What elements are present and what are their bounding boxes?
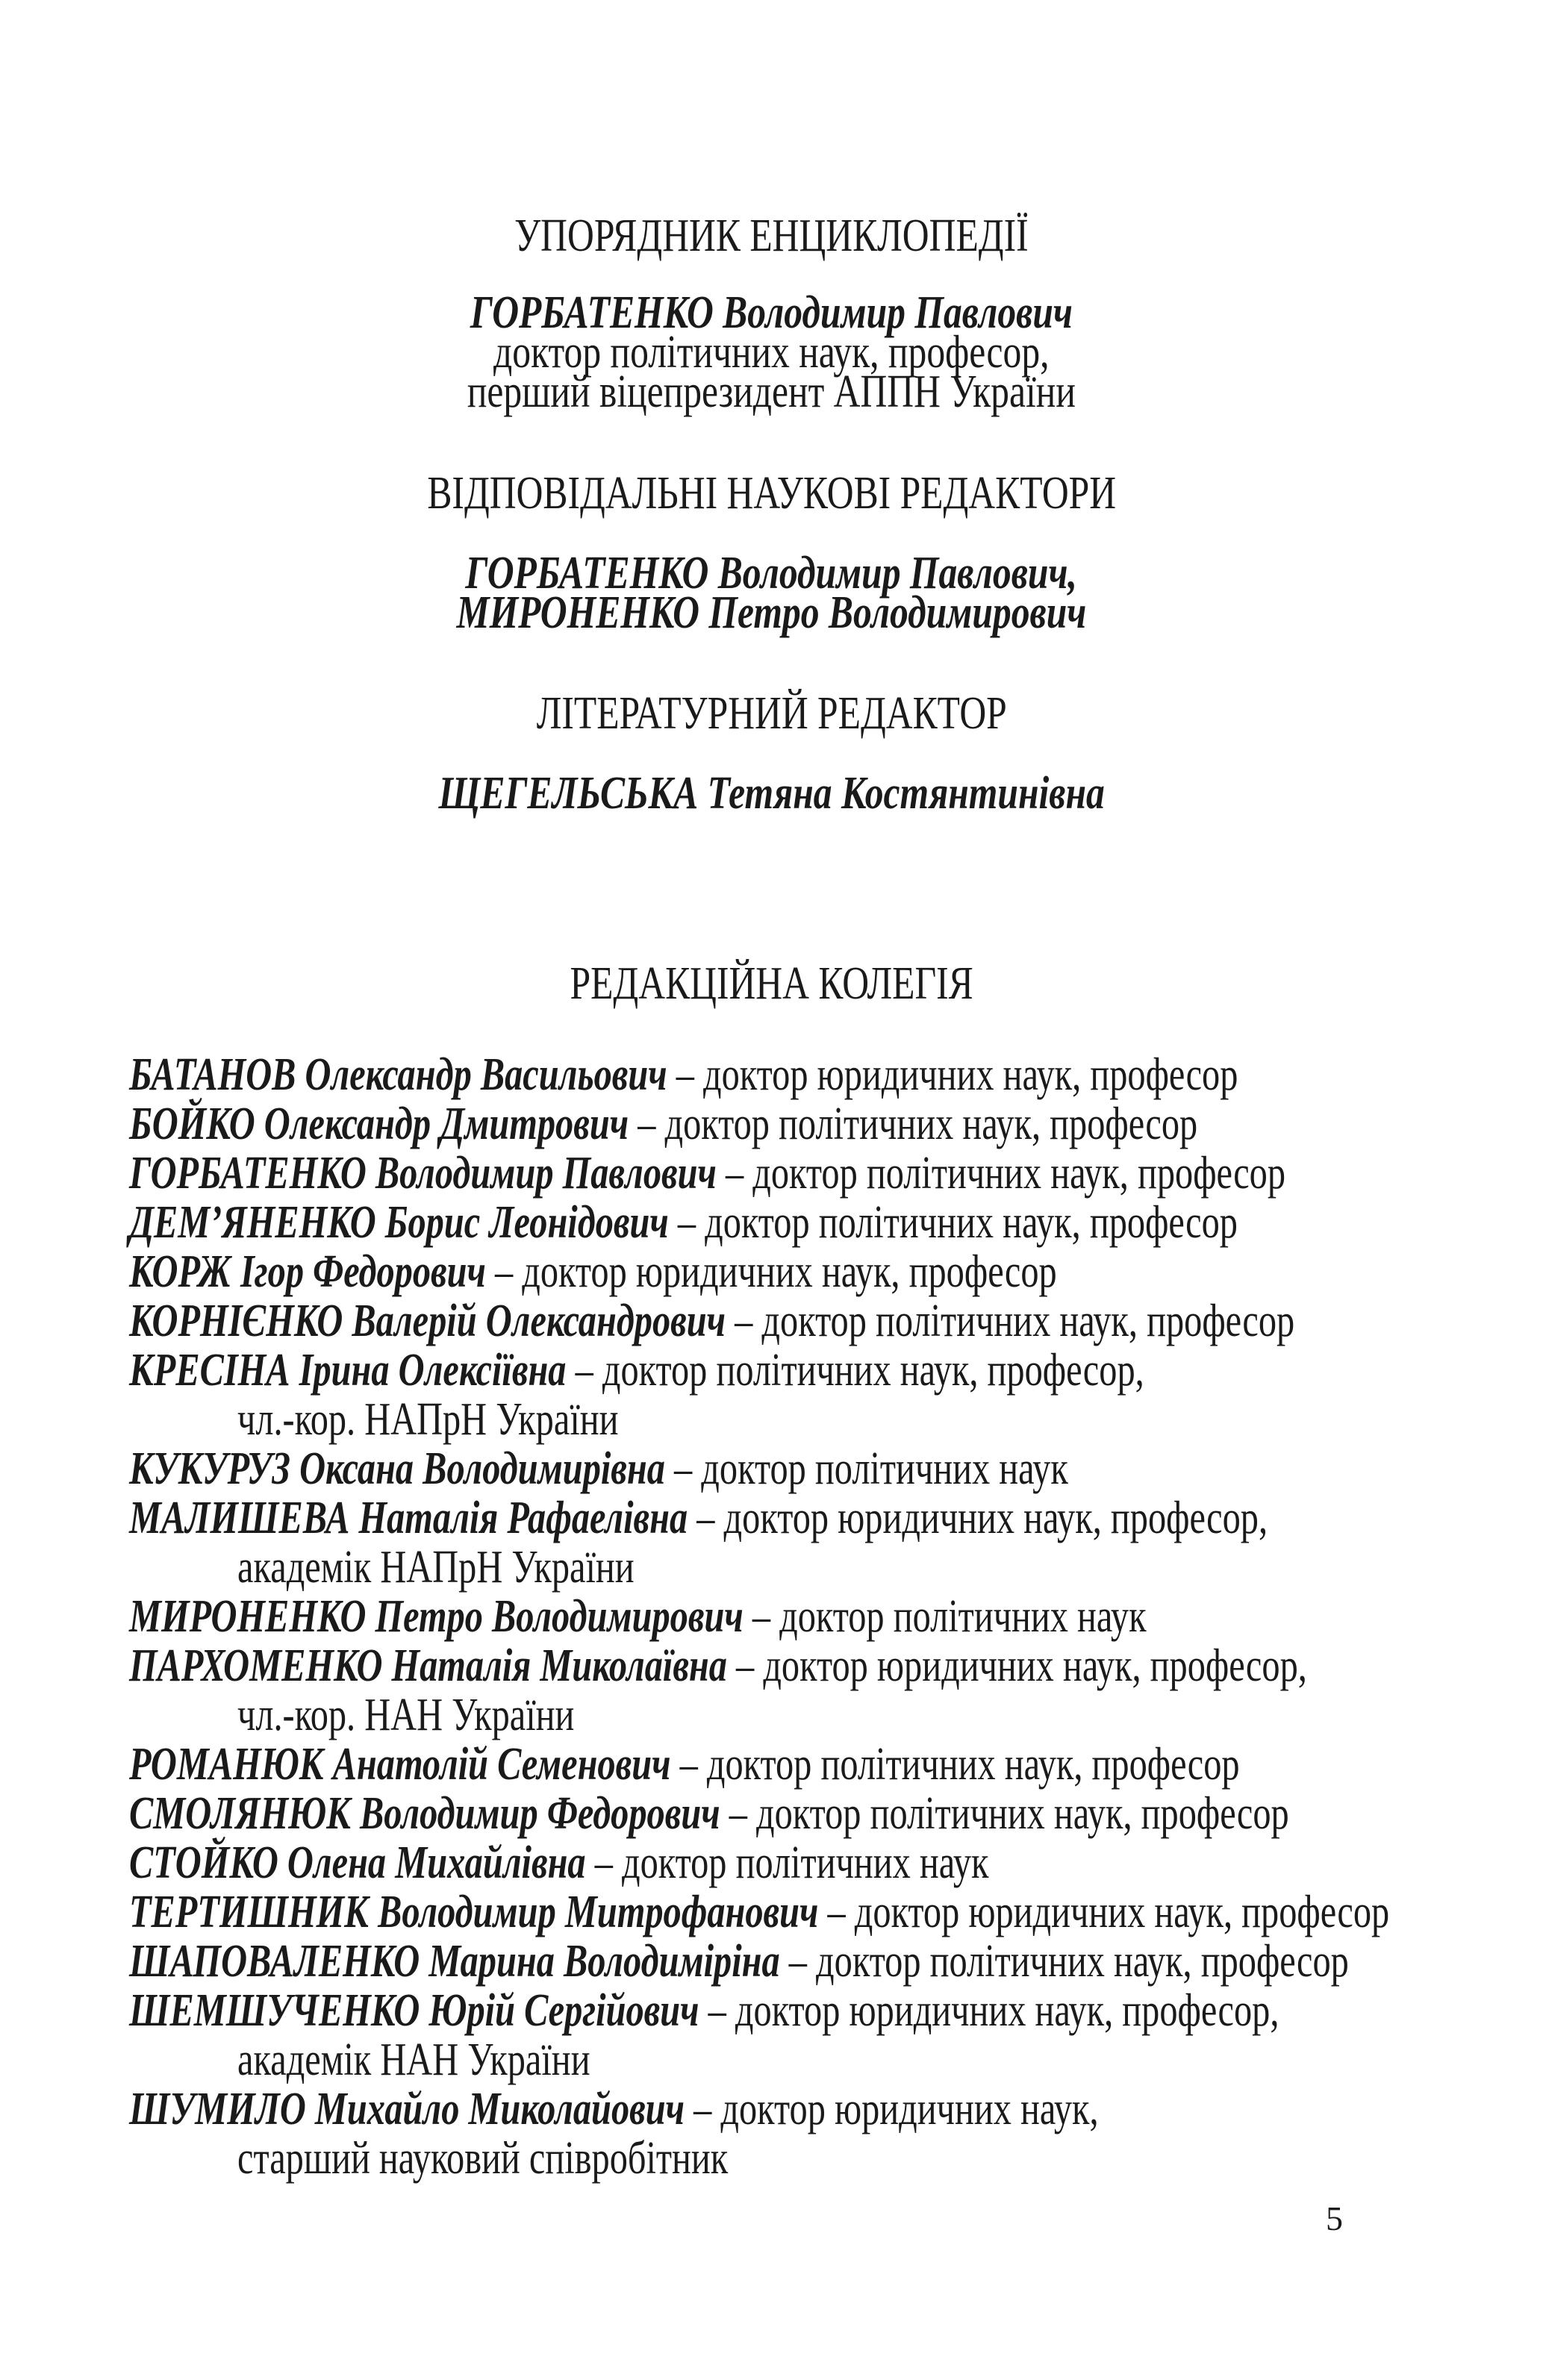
board-member: [129, 1149, 1285, 1198]
compiler-name-text: ГОРБАТЕНКО Володимир Павлович: [470, 287, 1073, 338]
literary-editor-heading: [0, 689, 1543, 738]
board-member-description: – доктор політичних наук: [585, 1837, 989, 1888]
editorial-board-heading: [0, 959, 1543, 1008]
compiler-heading-text: УПОРЯДНИК ЕНЦИКЛОПЕДІЇ: [514, 210, 1029, 261]
board-member: [129, 1444, 1068, 1493]
board-member-description: – доктор політичних наук, професор: [670, 1739, 1240, 1790]
board-member-name: ДЕМ’ЯНЕНКО Борис Леонідович: [129, 1197, 669, 1248]
board-member-name: КРЕСІНА Ірина Олексіївна: [129, 1345, 567, 1396]
board-member: [129, 1887, 1389, 1937]
board-member-description: – доктор політичних наук: [743, 1591, 1147, 1642]
board-member-name: ШЕМШУЧЕНКО Юрій Сергійович: [129, 1985, 699, 2036]
editorial-board-heading-text: РЕДАКЦІЙНА КОЛЕГІЯ: [570, 958, 973, 1009]
board-member-description: – доктор політичних наук, професор: [720, 1788, 1289, 1839]
compiler-title-line2: [0, 367, 1543, 416]
literary-editor-name: [0, 769, 1543, 818]
scientific-editor-2: [0, 588, 1543, 637]
board-member-name: БОЙКО Олександр Дмитрович: [129, 1099, 629, 1149]
board-member: [129, 1986, 1279, 2035]
board-member-description: – доктор політичних наук, професор: [629, 1099, 1198, 1149]
board-member-description: – доктор юридичних наук, професор: [485, 1246, 1057, 1297]
board-member-description: – доктор юридичних наук, професор,: [726, 1640, 1307, 1691]
board-member: [129, 1592, 1147, 1641]
board-member-description: – доктор юридичних наук, професор: [818, 1887, 1390, 1937]
board-member-continuation: академік НАПрН України: [237, 1542, 635, 1593]
board-member: [129, 1740, 1240, 1789]
board-member-name: ГОРБАТЕНКО Володимир Павлович: [129, 1148, 717, 1199]
board-member-name: БАТАНОВ Олександр Васильович: [129, 1049, 667, 1100]
page-number: 5: [1326, 2199, 1343, 2237]
board-member-name: ТЕРТИШНИК Володимир Митрофанович: [129, 1887, 819, 1937]
board-member: [129, 1247, 1057, 1296]
board-member: [129, 1198, 1238, 1247]
board-member-name: СТОЙКО Олена Михайлівна: [129, 1837, 586, 1888]
board-member: [129, 1838, 988, 1887]
board-member-name: МИРОНЕНКО Петро Володимирович: [129, 1591, 744, 1642]
board-member: [129, 1050, 1238, 1099]
board-member: [129, 1099, 1197, 1149]
board-member-description: – доктор політичних наук, професор: [779, 1936, 1349, 1987]
compiler-title-line1-text: доктор політичних наук, професор,: [493, 327, 1050, 378]
board-member-description: – доктор політичних наук, професор: [726, 1296, 1295, 1346]
board-member: [129, 1937, 1349, 1986]
board-member-description: – доктор політичних наук: [664, 1443, 1068, 1494]
board-member: [129, 1346, 1144, 1395]
literary-editor-heading-text: ЛІТЕРАТУРНИЙ РЕДАКТОР: [536, 688, 1007, 739]
board-member-name: КОРЖ Ігор Федорович: [129, 1246, 486, 1297]
board-member-name: ПАРХОМЕНКО Наталія Миколаївна: [129, 1640, 727, 1691]
scientific-editors-heading-text: ВІДПОВІДАЛЬНІ НАУКОВІ РЕДАКТОРИ: [427, 468, 1116, 519]
board-member-name: КУКУРУЗ Оксана Володимирівна: [129, 1443, 665, 1494]
board-member-name: РОМАНЮК Анатолій Семенович: [129, 1739, 671, 1790]
literary-editor-name-text: ЩЕГЕЛЬСЬКА Тетяна Костянтинівна: [438, 768, 1105, 819]
board-member-description: – доктор політичних наук, професор: [716, 1148, 1286, 1199]
scientific-editors-heading: [0, 469, 1543, 518]
compiler-title-line2-text: перший віцепрезидент АППН України: [467, 366, 1076, 417]
board-member-description: – доктор юридичних наук,: [685, 2084, 1099, 2134]
board-member-name: СМОЛЯНЮК Володимир Федорович: [129, 1788, 720, 1839]
board-member-description: – доктор політичних наук, професор: [668, 1197, 1238, 1248]
board-member-description: – доктор юридичних наук, професор,: [688, 1493, 1268, 1543]
board-member-name: МАЛИШЕВА Наталія Рафаелівна: [129, 1493, 688, 1543]
board-member: [129, 2084, 1099, 2134]
board-member-continuation: старший науковий співробітник: [237, 2133, 729, 2184]
board-member-description: – доктор політичних наук, професор,: [566, 1345, 1144, 1396]
board-member-description: – доктор юридичних наук, професор,: [699, 1985, 1279, 2036]
board-member-continuation: чл.-кор. НАН України: [237, 1690, 575, 1740]
compiler-heading: [0, 211, 1543, 260]
scientific-editor-2-text: МИРОНЕНКО Петро Володимирович: [456, 587, 1087, 638]
board-member-continuation: академік НАН України: [237, 2034, 590, 2085]
board-member-name: ШУМИЛО Михайло Миколайович: [129, 2084, 685, 2134]
board-member-name: ШАПОВАЛЕНКО Марина Володиміріна: [129, 1936, 780, 1987]
board-member: [129, 1641, 1307, 1690]
board-member: [129, 1789, 1289, 1838]
board-member-description: – доктор юридичних наук, професор: [667, 1049, 1238, 1100]
board-member-name: КОРНІЄНКО Валерій Олександрович: [129, 1296, 726, 1346]
board-member: [129, 1296, 1294, 1346]
board-member: [129, 1493, 1268, 1543]
scientific-editor-1-text: ГОРБАТЕНКО Володимир Павлович,: [465, 548, 1078, 599]
board-member-continuation: чл.-кор. НАПрН України: [237, 1394, 619, 1445]
